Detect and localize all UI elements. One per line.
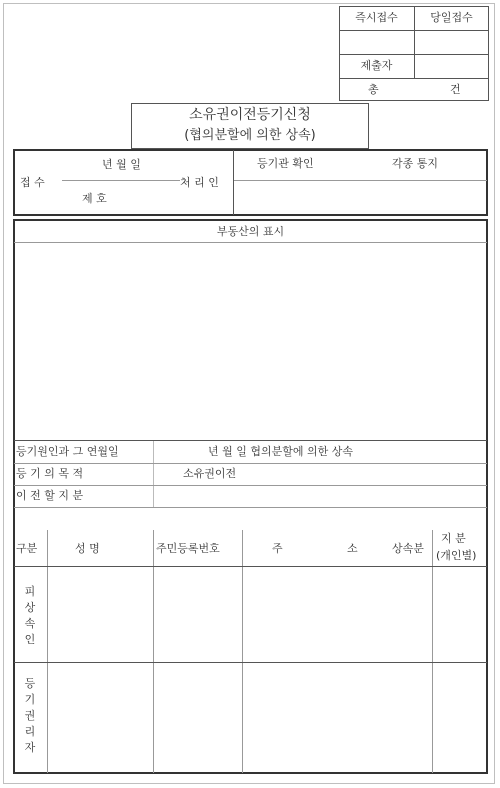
resident-number-header: 주민등록번호 [156, 542, 220, 555]
inheritance-share-header: 상속분 [392, 542, 424, 555]
address-header-left: 주 [272, 542, 283, 555]
share-header-line2: (개인별) [436, 549, 477, 562]
decedent-row-cells[interactable] [48, 567, 487, 662]
decedent-row-label: 피상속인 [24, 585, 36, 646]
reception-date: 년 월 일 [102, 158, 141, 171]
reception-midline [62, 180, 180, 181]
notices-label: 각종 통지 [392, 157, 439, 170]
name-header: 성 명 [75, 542, 100, 555]
purpose-value: 소유권이전 [183, 467, 237, 480]
property-bottom-line [14, 440, 487, 441]
receipt-box-line [339, 30, 489, 31]
receipt-box-line [339, 54, 489, 55]
purpose-label: 등 기 의 목 적 [16, 467, 84, 480]
cause-label: 등기원인과 그 연월일 [16, 445, 119, 458]
submitter-label: 제출자 [360, 59, 393, 72]
share-header-line1: 지 분 [441, 532, 466, 545]
form-title: 소유권이전등기신청 [189, 107, 311, 123]
total-label: 총 [368, 83, 379, 96]
form-subtitle: (협의분할에 의한 상속) [184, 128, 316, 143]
handler-label: 처 리 인 [180, 176, 219, 189]
registrar-confirm-label: 등기관 확인 [257, 157, 314, 170]
info-label-divider [153, 441, 154, 507]
category-header: 구분 [16, 542, 38, 555]
property-heading: 부동산의 표시 [216, 225, 285, 238]
reception-midline-right [234, 180, 487, 181]
cases-label: 건 [450, 83, 461, 96]
receipt-box-line [339, 78, 489, 79]
immediate-receipt-label: 즉시접수 [355, 11, 398, 24]
reception-number: 제 호 [82, 192, 107, 205]
transfer-share-line [14, 507, 487, 508]
reception-receipt-label: 접 수 [20, 176, 45, 189]
reception-divider [233, 150, 234, 215]
cause-line [14, 463, 487, 464]
property-description-area[interactable] [14, 243, 487, 440]
registered-holder-row-label: 등기권리자 [24, 677, 36, 754]
address-header-right: 소 [347, 542, 358, 555]
registered-holder-row-cells[interactable] [48, 663, 487, 772]
purpose-line [14, 485, 487, 486]
same-day-receipt-label: 당일접수 [430, 11, 473, 24]
transfer-share-label: 이 전 할 지 분 [16, 489, 84, 502]
cause-value: 년 월 일 협의분할에 의한 상속 [208, 445, 353, 458]
